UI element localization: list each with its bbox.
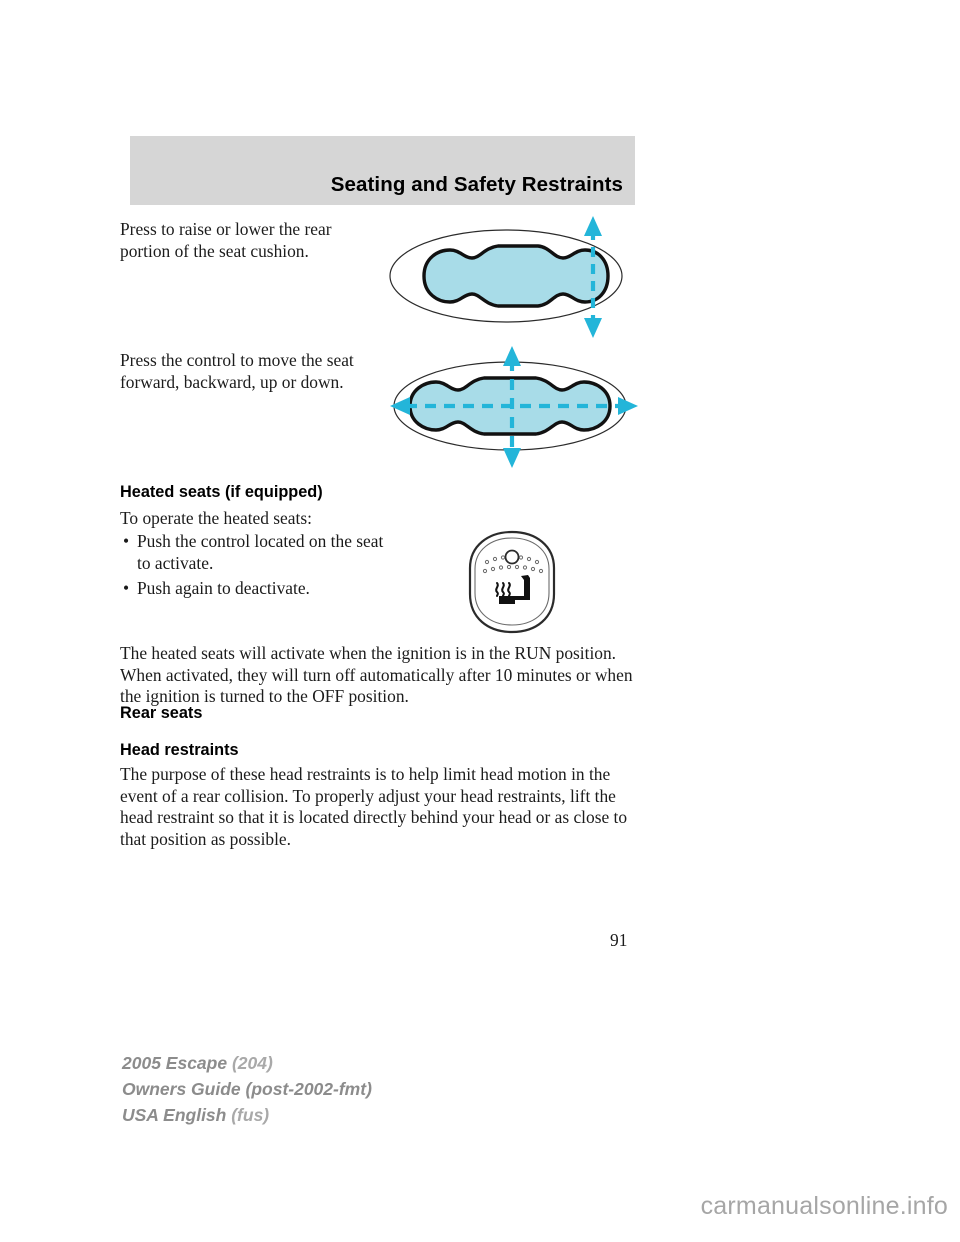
paragraph-heated-seats-run: The heated seats will activate when the ignition is in the RUN position. When activated, they will turn off automatically after 10 minutes or when the ignition is turned to the OFF position. xyxy=(120,643,633,706)
footer-line-language xyxy=(122,1102,372,1128)
seat-position-control-diagram xyxy=(388,344,640,475)
bullet-icon: • xyxy=(123,531,130,551)
heated-seat-button-diagram xyxy=(458,528,566,641)
heated-seats-bullet-list xyxy=(120,531,400,600)
footer-language-code: (fus) xyxy=(231,1105,270,1125)
paragraph-seat-move: Press the control to move the seat forward, backward, up or down. xyxy=(120,350,354,392)
footer-line-model xyxy=(122,1050,372,1076)
page-number: 91 xyxy=(610,930,628,950)
site-watermark: carmanualsonline.info xyxy=(700,1192,948,1220)
footer-model-name: 2005 Escape xyxy=(122,1053,228,1073)
paragraph-seat-cushion: Press to raise or lower the rear portion of the seat cushion. xyxy=(120,219,332,261)
paragraph-operate-heated-seats: To operate the heated seats: xyxy=(120,508,312,528)
footer-language-name: USA English xyxy=(122,1105,227,1125)
footer-guide-name: Owners Guide (post-2002-fmt) xyxy=(122,1079,372,1099)
list-item xyxy=(120,578,400,600)
list-item-label: Push again to deactivate. xyxy=(137,578,310,598)
document-footer xyxy=(122,1050,372,1128)
footer-model-code: (204) xyxy=(231,1053,273,1073)
list-item-label: Push the control located on the seat to activate. xyxy=(137,531,384,573)
footer-line-guide xyxy=(122,1076,372,1102)
page-header-band xyxy=(130,136,635,205)
heading-head-restraints: Head restraints xyxy=(120,741,239,759)
bullet-icon: • xyxy=(123,578,130,598)
heading-heated-seats: Heated seats (if equipped) xyxy=(120,483,323,501)
page-title: Seating and Safety Restraints xyxy=(330,173,623,196)
seat-cushion-tilt-control-diagram xyxy=(388,214,640,345)
paragraph-head-restraints: The purpose of these head restraints is to help limit head motion in the event of a rear collision. To properly adjust your head restraints, lift the head restraint so that it is located directly behind your head or as close to that position as possible. xyxy=(120,764,628,849)
list-item xyxy=(120,531,400,574)
heading-rear-seats: Rear seats xyxy=(120,704,203,722)
